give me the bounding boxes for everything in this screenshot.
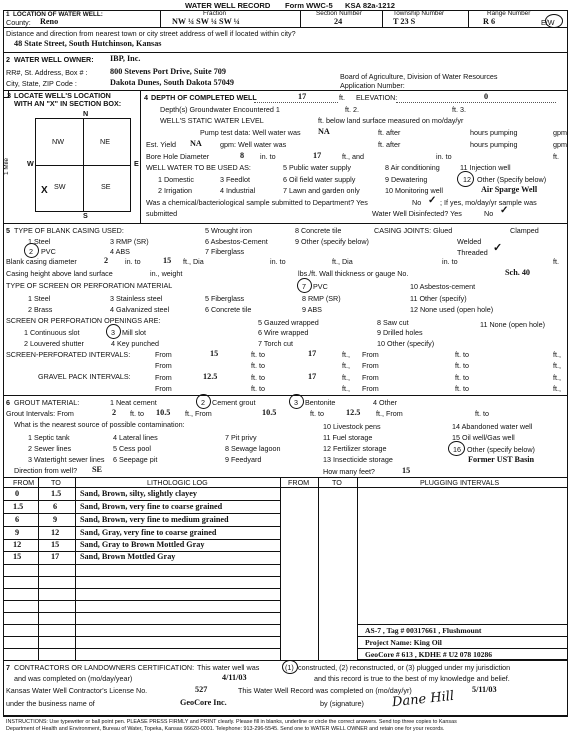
instructions-line-1: INSTRUCTIONS: Use typewriter or ball point pen. PLEASE PRESS FIRMLY and PRINT clearly. Please fill in blanks, underline or circle the correct answers. Send top three copies to Kansas — [6, 719, 457, 725]
blank-in-to: in. to — [125, 257, 141, 266]
opening-5: 5 Gauzed wrapped — [258, 318, 319, 327]
contam-11: 11 Fuel storage — [323, 433, 373, 442]
contam-4: 4 Lateral lines — [113, 433, 158, 442]
contam-16: 16 — [453, 445, 461, 454]
completed-rest: and this record is true to the best of my knowledge and belief. — [314, 674, 510, 683]
static-level-label: WELL'S STATIC WATER LEVEL — [160, 116, 264, 125]
locate-label-2: WITH AN "X" IN SECTION BOX: — [14, 99, 122, 108]
opening-3-circle — [106, 324, 121, 339]
section-5-num: 5 — [6, 226, 10, 235]
instructions-line-2: Department of Health and Environment, Bureau of Water, Topeka, Kansas 66620-0001. Telephone: 913-296-5545. Send one to WATER WELL OWNER and retain one for your records. — [6, 726, 445, 732]
use-6: 6 Oil field water supply — [283, 175, 356, 184]
bore-diameter: 8 — [240, 151, 245, 160]
log-to: 6 — [53, 502, 58, 511]
chem-no: No — [412, 198, 422, 207]
opening-2: 2 Louvered shutter — [24, 339, 84, 348]
contam-6: 6 Seepage pit — [113, 455, 158, 464]
gp-to-value: 17 — [308, 372, 317, 381]
section-number-label: Section Number — [316, 10, 362, 17]
opening-7: 7 Torch cut — [258, 339, 294, 348]
pump-hours: hours pumping — [470, 128, 518, 137]
gp-ft-3: ft., — [342, 384, 350, 393]
depth-ft: ft. — [339, 93, 345, 102]
disinfected-no: No — [484, 209, 494, 218]
screen-pvc: PVC — [313, 282, 328, 291]
casing-pvc: PVC — [41, 247, 56, 256]
joints-welded: Welded — [457, 237, 482, 246]
log-description: Sand, Brown Mottled Gray — [80, 552, 176, 561]
fraction-value: NW ¼ SW ¼ SW ¼ — [172, 17, 240, 26]
chem-sample-label: Was a chemical/bacteriological sample submitted to Department? Yes — [146, 198, 368, 207]
log-header-from: FROM — [13, 478, 35, 487]
gp-from-4: From — [362, 384, 379, 393]
blank-dia-value: 2 — [104, 256, 109, 265]
log-to: 9 — [53, 515, 58, 524]
gi-from-2: 10.5 — [262, 408, 277, 417]
feet-value: 15 — [402, 466, 411, 475]
opening-11: 11 None (open hole) — [480, 320, 545, 329]
section-1-num: 1 — [6, 11, 10, 18]
quadrant-nw: NW — [52, 137, 64, 146]
completed-value: 4/11/03 — [222, 673, 247, 682]
use-1: 1 Domestic — [158, 175, 194, 184]
contam-1: 1 Septic tank — [28, 433, 70, 442]
yield-after: ft. after — [378, 140, 401, 149]
license-label: Kansas Water Well Contractor's License No. — [6, 686, 148, 695]
depth-value: 17 — [298, 92, 307, 101]
grout-2: 2 — [201, 398, 205, 407]
spi-ft-to-3: ft. to — [251, 361, 265, 370]
log-from: 1.5 — [13, 502, 24, 511]
opening-6: 6 Wire wrapped — [258, 328, 309, 337]
log-to: 17 — [51, 552, 60, 561]
use-12: 12 — [463, 175, 471, 184]
gauge-value: Sch. 40 — [505, 268, 531, 277]
log-from: 6 — [15, 515, 20, 524]
groundwater-2: ft. 2. — [345, 105, 359, 114]
opening-8: 8 Saw cut — [377, 318, 409, 327]
yield-value: NA — [190, 139, 202, 148]
form-title: WATER WELL RECORD — [185, 1, 271, 10]
contam-15: 15 Oil well/Gas well — [452, 433, 515, 442]
casing-8: 8 Concrete tile — [295, 226, 342, 235]
pump-gpm: gpm — [553, 128, 567, 137]
elevation-value: 0 — [484, 92, 489, 101]
stamp-project: Project Name: King Oil — [365, 638, 442, 647]
cert-option-1-circle — [282, 660, 298, 674]
plug-header-to: TO — [332, 478, 342, 487]
section-2-num: 2 — [6, 55, 10, 64]
opening-9: 9 Drilled holes — [377, 328, 423, 337]
gp-ft-to-3: ft. to — [251, 384, 265, 393]
quadrant-se: SE — [101, 182, 111, 191]
bore-in-to: in. to — [260, 152, 276, 161]
gravel-pack-label: GRAVEL PACK INTERVALS: — [38, 372, 131, 381]
contam-16-circle — [448, 441, 465, 456]
county-value: Reno — [40, 17, 59, 26]
opening-10: 10 Other (specify) — [377, 339, 435, 348]
gp-from-2: From — [362, 373, 379, 382]
submitted-label: submitted — [146, 209, 178, 218]
north-label: N — [83, 109, 89, 118]
gp-ft-4: ft., — [553, 384, 561, 393]
township-value: T 23 S — [393, 17, 416, 26]
owner-label: WATER WELL OWNER: — [14, 55, 94, 64]
certification-text: This water well was — [197, 663, 260, 672]
business-value: GeoCore Inc. — [180, 698, 227, 707]
gp-ft-to-1: ft. to — [251, 373, 265, 382]
signature-label: by (signature) — [320, 699, 364, 708]
south-label: S — [83, 211, 88, 220]
use-9: 9 Dewatering — [385, 175, 428, 184]
use-10: 10 Monitoring well — [385, 186, 443, 195]
direction-value: SE — [92, 465, 103, 474]
casing-6: 6 Asbestos-Cement — [205, 237, 268, 246]
joints-label: CASING JOINTS: Glued — [374, 226, 453, 235]
distance-value: 48 State Street, South Hutchinson, Kansas — [14, 39, 162, 48]
feet-label: How many feet? — [323, 467, 375, 476]
contam-other: Other (specify below) — [467, 445, 535, 454]
spi-from-value: 15 — [210, 349, 219, 358]
bore-to-value: 17 — [313, 151, 322, 160]
log-to: 12 — [51, 528, 60, 537]
direction-label: Direction from well? — [14, 466, 78, 475]
contam-3: 3 Watertight sewer lines — [28, 455, 105, 464]
screen-11: 11 Other (specify) — [410, 294, 467, 303]
chem-no-check: ✓ — [428, 195, 437, 206]
screen-3: 3 Stainless steel — [110, 294, 163, 303]
grout-label: GROUT MATERIAL: — [14, 398, 80, 407]
screen-1: 1 Steel — [28, 294, 51, 303]
range-direction-circle — [545, 14, 563, 28]
use-12-circle — [457, 171, 474, 187]
section-4-num: 4 — [144, 93, 148, 102]
section-6-num: 6 — [6, 398, 10, 407]
business-label: under the business name of — [6, 699, 95, 708]
range-label: Range Number — [487, 10, 531, 17]
use-other-value: Air Sparge Well — [481, 185, 538, 194]
signature: Dane Hill — [391, 688, 455, 711]
blank-ft-dia: ft., Dia — [183, 257, 204, 266]
form-statute: KSA 82a-1212 — [345, 1, 395, 10]
location-label: LOCATION OF WATER WELL: — [13, 11, 103, 18]
opening-3: 3 — [111, 328, 115, 337]
screen-2: 2 Brass — [28, 305, 53, 314]
use-4: 4 Industrial — [220, 186, 256, 195]
screen-9: 9 ABS — [302, 305, 322, 314]
blank-in-to-3: in. to — [442, 257, 458, 266]
yield-gpm: gpm — [553, 140, 567, 149]
pump-test-label: Pump test data: Well water was — [200, 128, 301, 137]
pump-after: ft. after — [378, 128, 401, 137]
form-id: Form WWC-5 — [285, 1, 333, 10]
use-other: Other (Specify below) — [477, 175, 547, 184]
openings-label: SCREEN OR PERFORATION OPENINGS ARE: — [6, 316, 161, 325]
quadrant-ne: NE — [100, 137, 110, 146]
log-from: 12 — [13, 540, 22, 549]
bore-label: Bore Hole Diameter — [146, 152, 210, 161]
screen-6: 6 Concrete tile — [205, 305, 252, 314]
opening-mill-slot: Mill slot — [122, 328, 146, 337]
gi-ft-to-2: ft. to — [310, 409, 324, 418]
use-7: 7 Lawn and garden only — [283, 186, 360, 195]
gi-from-1: 2 — [112, 408, 117, 417]
casing-2-circle — [24, 243, 39, 258]
spi-ft-3: ft., — [342, 361, 350, 370]
chem-rest: ; If yes, mo/day/yr sample was — [440, 198, 537, 207]
gp-from-3: From — [155, 384, 172, 393]
spi-ft-to-1: ft. to — [251, 350, 265, 359]
grout-2-circle — [196, 394, 211, 409]
section-number-value: 24 — [334, 17, 343, 26]
contam-14: 14 Abandoned water well — [452, 422, 533, 431]
log-from: 0 — [15, 489, 20, 498]
gp-ft-to-4: ft. to — [455, 384, 469, 393]
screen-10: 10 Asbestos-cement — [410, 282, 476, 291]
casing-1: 1 Steel — [28, 237, 51, 246]
log-description: Sand, Brown, very fine to coarse grained — [80, 502, 223, 511]
blank-ft-3: ft. — [553, 257, 559, 266]
casing-label: TYPE OF BLANK CASING USED: — [14, 226, 124, 235]
casing-5: 5 Wrought iron — [205, 226, 253, 235]
range-direction: E/W — [541, 18, 555, 27]
screen-8: 8 RMP (SR) — [302, 294, 341, 303]
locate-label-1: LOCATE WELL'S LOCATION — [14, 91, 111, 100]
blank-dia-label: Blank casing diameter — [6, 257, 77, 266]
gp-ft-to-2: ft. to — [455, 373, 469, 382]
casing-9: 9 Other (specify below) — [295, 237, 369, 246]
groundwater-3: ft. 3. — [452, 105, 466, 114]
contam-8: 8 Sewage lagoon — [225, 444, 281, 453]
spi-from-4: From — [362, 361, 379, 370]
static-level-rest: ft. below land surface measured on mo/day/yr — [318, 116, 464, 125]
spi-to-value: 17 — [308, 349, 317, 358]
owner-value: IBP, Inc. — [110, 54, 141, 63]
casing-3: 3 RMP (SR) — [110, 237, 149, 246]
use-5: 5 Public water supply — [283, 163, 351, 172]
screen-7-circle — [297, 278, 312, 293]
license-value: 527 — [195, 685, 208, 694]
application-number: Application Number: — [340, 81, 405, 90]
contam-2: 2 Sewer lines — [28, 444, 72, 453]
stamp-tag: AS-7 , Tag # 00317661 , Flushmount — [365, 626, 482, 635]
cert-option-1: (1) — [285, 663, 294, 672]
spi-label: SCREEN-PERFORATED INTERVALS: — [6, 350, 131, 359]
quadrant-sw: SW — [54, 182, 66, 191]
grout-intervals-label: Grout Intervals: From — [6, 409, 74, 418]
casing-height-label: Casing height above land surface — [6, 269, 113, 278]
bore-ft: ft. — [553, 152, 559, 161]
casing-4: 4 ABS — [110, 247, 130, 256]
gi-to-1: 10.5 — [156, 408, 171, 417]
blank-to-value: 15 — [163, 256, 172, 265]
use-2: 2 Irrigation — [158, 186, 192, 195]
grout-3-circle — [289, 394, 304, 409]
spi-ft-4: ft., — [553, 361, 561, 370]
bore-in-to-2: in. to — [436, 152, 452, 161]
fraction-label: Fraction — [203, 10, 227, 17]
gi-to-2: 12.5 — [346, 408, 361, 417]
disinfected-no-check: ✓ — [500, 205, 509, 216]
grout-4: 4 Other — [373, 398, 397, 407]
address-value: 800 Stevens Port Drive, Suite 709 — [110, 67, 226, 76]
record-date: 5/11/03 — [472, 685, 497, 694]
board-text: Board of Agriculture, Division of Water Resources — [340, 72, 498, 81]
screen-label: TYPE OF SCREEN OR PERFORATION MATERIAL — [6, 281, 173, 290]
grout-cement: Cement grout — [212, 398, 256, 407]
joints-threaded: Threaded — [457, 248, 488, 257]
spi-ft-to-4: ft. to — [455, 361, 469, 370]
contam-10: 10 Livestock pens — [323, 422, 381, 431]
disinfected-label: Water Well Disinfected? Yes — [372, 209, 462, 218]
depth-label: DEPTH OF COMPLETED WELL — [151, 93, 257, 102]
spi-from-3: From — [155, 361, 172, 370]
gp-from-value: 12.5 — [203, 372, 218, 381]
screen-5: 5 Fiberglass — [205, 294, 245, 303]
section-3-num: 3 — [7, 91, 11, 100]
grout-bentonite: Bentonite — [305, 398, 336, 407]
west-label: W — [27, 159, 34, 168]
use-3: 3 Feedlot — [220, 175, 250, 184]
gi-ft-to-1: ft. to — [130, 409, 144, 418]
yield-label: Est. Yield — [146, 140, 176, 149]
screen-12: 12 None used (open hole) — [410, 305, 494, 314]
certification-text-2: constructed, (2) reconstructed, or (3) plugged under my jurisdiction — [298, 663, 511, 672]
certification-label: CONTRACTORS OR LANDOWNERS CERTIFICATION: — [14, 663, 195, 672]
contam-7: 7 Pit privy — [225, 433, 257, 442]
joints-clamped: Clamped — [510, 226, 539, 235]
log-from: 15 — [13, 552, 22, 561]
city-value: Dakota Dunes, South Dakota 57049 — [110, 78, 234, 87]
threaded-check: ✓ — [493, 242, 503, 254]
log-description: Sand, Brown, very fine to medium grained — [80, 515, 229, 524]
record-label: This Water Well Record was completed on (mo/day/yr) — [238, 686, 412, 695]
blank-in-to-2: in. to — [270, 257, 286, 266]
gp-from-1: From — [155, 373, 172, 382]
bore-and: ft., and — [342, 152, 364, 161]
county-label: County: — [6, 18, 31, 27]
log-description: Sand, Gray to Brown Mottled Gray — [80, 540, 205, 549]
log-description: Sand, Gray, very fine to coarse grained — [80, 528, 217, 537]
city-label: City, State, ZIP Code : — [6, 79, 77, 88]
contam-9: 9 Feedyard — [225, 455, 262, 464]
gi-ft-to-3: ft. to — [475, 409, 489, 418]
casing-height-weight: in., weight — [150, 269, 183, 278]
screen-7: 7 — [302, 282, 306, 291]
contamination-label: What is the nearest source of possible contamination: — [14, 420, 185, 429]
groundwater-label: Depth(s) Groundwater Encountered 1 — [160, 105, 280, 114]
stamp-geocore: GeoCore # 613 , KDHE # U2 078 10286 — [365, 650, 493, 659]
opening-4: 4 Key punched — [111, 339, 159, 348]
log-to: 1.5 — [51, 489, 62, 498]
use-11: 11 Injection well — [460, 163, 511, 172]
gp-ft-1: ft., — [342, 373, 350, 382]
log-to: 15 — [51, 540, 60, 549]
plug-header-from: FROM — [288, 478, 310, 487]
mile-label: 1 Mile — [3, 157, 10, 175]
spi-ft-to-2: ft. to — [455, 350, 469, 359]
screen-4: 4 Galvanized steel — [110, 305, 170, 314]
casing-2: 2 — [29, 247, 33, 256]
log-from: 9 — [15, 528, 20, 537]
log-header-lithology: LITHOLOGIC LOG — [147, 478, 208, 487]
casing-7: 7 Fiberglass — [205, 247, 245, 256]
yield-mid: gpm: Well water was — [220, 140, 287, 149]
contam-other-value: Former UST Basin — [468, 455, 535, 464]
contam-5: 5 Cess pool — [113, 444, 151, 453]
blank-ft-dia-2: ft., Dia — [332, 257, 353, 266]
casing-lbs: lbs./ft. Wall thickness or gauge No. — [298, 269, 409, 278]
spi-from-1: From — [155, 350, 172, 359]
plug-header-intervals: PLUGGING INTERVALS — [420, 478, 500, 487]
spi-ft-2: ft., — [553, 350, 561, 359]
use-8: 8 Air conditioning — [385, 163, 440, 172]
grout-3: 3 — [294, 398, 298, 407]
township-label: Township Number — [393, 10, 445, 17]
contam-12: 12 Fertilizer storage — [323, 444, 387, 453]
gp-ft-2: ft., — [553, 373, 561, 382]
grout-1: 1 Neat cement — [110, 398, 157, 407]
distance-label: Distance and direction from nearest town or city street address of well if located within city? — [6, 29, 296, 38]
completed-label: and was completed on (mo/day/year) — [14, 674, 133, 683]
address-label: RR#, St. Address, Box # : — [6, 68, 88, 77]
spi-ft-1: ft., — [342, 350, 350, 359]
contam-13: 13 Insecticide storage — [323, 455, 393, 464]
use-label: WELL WATER TO BE USED AS: — [146, 163, 251, 172]
log-description: Sand, Brown, silty, slightly clayey — [80, 489, 197, 498]
well-location-x: X — [41, 185, 48, 196]
spi-from-2: From — [362, 350, 379, 359]
yield-hours: hours pumping — [470, 140, 518, 149]
section-7-num: 7 — [6, 663, 10, 672]
opening-1: 1 Continuous slot — [24, 328, 80, 337]
range-value: R 6 — [483, 17, 496, 26]
log-header-to: TO — [51, 478, 61, 487]
east-label: E — [134, 159, 139, 168]
gi-ft-from-2: ft., From — [376, 409, 403, 418]
pump-test-value: NA — [318, 127, 330, 136]
gi-ft-from-1: ft., From — [185, 409, 212, 418]
elevation-label: ELEVATION: — [356, 93, 398, 102]
